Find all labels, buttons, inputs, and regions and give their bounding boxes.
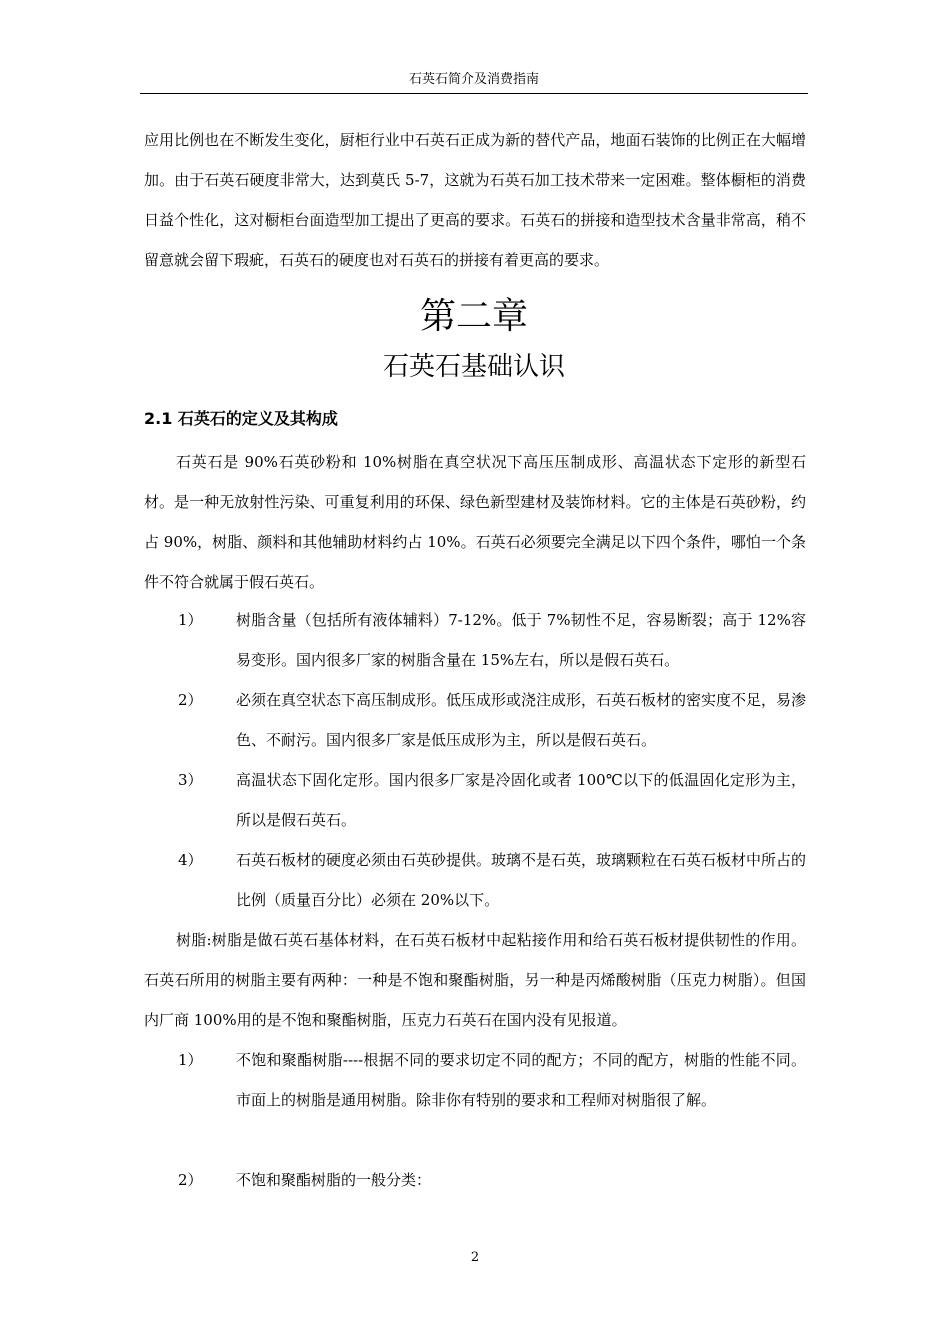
- list-text: 不饱和聚酯树脂----根据不同的要求切定不同的配方；不同的配方，树脂的性能不同。市面上的树脂是通用树脂。除非你有特别的要求和工程师对树脂很了解。: [236, 1051, 806, 1109]
- page-header: 石英石简介及消费指南: [140, 68, 808, 94]
- intro-paragraph: 应用比例也在不断发生变化，厨柜行业中石英石正成为新的替代产品，地面石装饰的比例正在大幅增加。由于石英石硬度非常大，达到莫氏 5-7，这就为石英石加工技术带来一定困难。整体橱柜的消费日益个性化，这对橱柜台面造型加工提出了更高的要求。石英石的拼接和造型技术含量非常高，稍不留意就会留下瑕疵，石英石的硬度也对石英石的拼接有着更高的要求。: [144, 131, 806, 269]
- list-text: 树脂含量（包括所有液体辅料）7-12%。低于 7%韧性不足，容易断裂；高于 12%容易变形。国内很多厂家的树脂含量在 15%左右，所以是假石英石。: [236, 611, 806, 669]
- list-number: 1）: [178, 611, 203, 629]
- definition-paragraph: 石英石是 90%石英砂粉和 10%树脂在真空状况下高压压制成形、高温状态下定形的新型石材。是一种无放射性污染、可重复利用的环保、绿色新型建材及装饰材料。它的主体是石英砂粉，约占 90%，树脂、颜料和其他辅助材料约占 10%。石英石必须要完全满足以下四个条件，哪怕一个条件不符合就属于假石英石。: [144, 453, 806, 591]
- section-heading: 2.1 石英石的定义及其构成: [144, 409, 338, 428]
- list-number: 1）: [178, 1051, 203, 1069]
- resin-paragraph: 树脂:树脂是做石英石基体材料，在石英石板材中起粘接作用和给石英石板材提供韧性的作用。石英石所用的树脂主要有两种：一种是不饱和聚酯树脂，另一种是丙烯酸树脂（压克力树脂）。但国内厂商 100%用的是不饱和聚酯树脂，压克力石英石在国内没有见报道。: [144, 931, 806, 1029]
- list-text: 必须在真空状态下高压制成形。低压成形或浇注成形，石英石板材的密实度不足，易渗色、不耐污。国内很多厂家是低压成形为主，所以是假石英石。: [236, 691, 807, 749]
- list-text: 石英石板材的硬度必须由石英砂提供。玻璃不是石英，玻璃颗粒在石英石板材中所占的比例（质量百分比）必须在 20%以下。: [236, 851, 807, 909]
- list-number: 2）: [178, 1171, 203, 1189]
- list-number: 3）: [178, 771, 203, 789]
- list-text: 不饱和聚酯树脂的一般分类：: [236, 1171, 432, 1189]
- list-number: 4）: [178, 851, 203, 869]
- list-number: 2）: [178, 691, 203, 709]
- list-text: 高温状态下固化定形。国内很多厂家是冷固化或者 100℃以下的低温固化定形为主，所以是假石英石。: [236, 771, 806, 829]
- page-number: 2: [470, 1250, 480, 1265]
- chapter-title: 第二章: [419, 296, 528, 337]
- chapter-subtitle: 石英石基础认识: [382, 352, 565, 382]
